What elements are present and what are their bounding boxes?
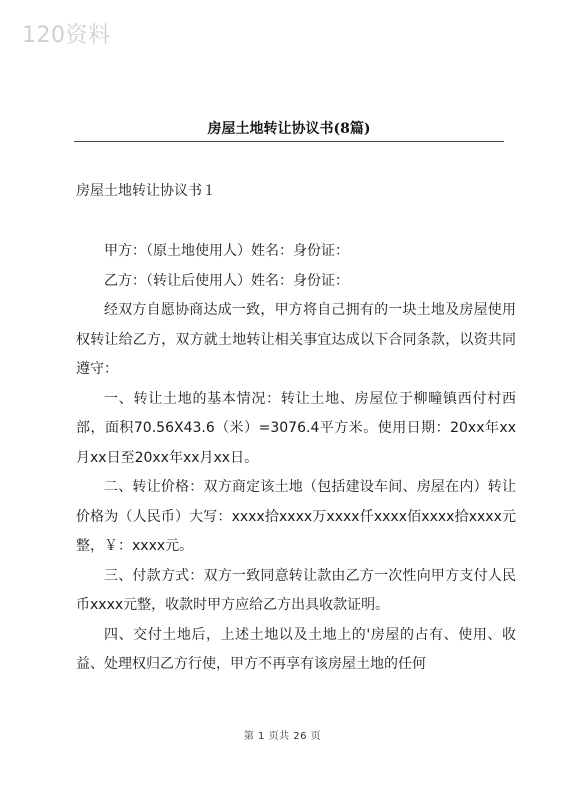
document-body: [76, 237, 516, 680]
paragraph-clause-3: 三、付款方式：双方一致同意转让款由乙方一次性向甲方支付人民币xxxx元整，收款时甲方应给乙方出具收款证明。: [76, 567, 516, 613]
section-title: 房屋土地转让协议书１: [76, 183, 216, 199]
paragraph-clause-4: 四、交付土地后，上述土地以及土地上的'房屋的占有、使用、收益、处理权归乙方行使，甲方不再享有该房屋土地的任何: [76, 626, 516, 672]
header-divider: [74, 141, 504, 142]
paragraph-party-a: 甲方：（原土地使用人）姓名：身份证：: [104, 243, 349, 259]
paragraph-clause-2: 二、转让价格：双方商定该土地（包括建设车间、房屋在内）转让价格为（人民币）大写：xxxx拾xxxx万xxxx仟xxxx佰xxxx拾xxxx元整，￥：xxxx元。: [76, 479, 516, 554]
page-footer: 第 1 页共 26 页: [243, 731, 322, 742]
watermark-logo: 120资料: [22, 23, 111, 48]
paragraph-clause-1: 一、转让土地的基本情况：转让土地、房屋位于柳疃镇西付村西部，面积70.56X43.6（米）=3076.4平方米。使用日期：20xx年xx月xx日至20xx年xx月xx日。: [76, 390, 516, 466]
paragraph-intro: 经双方自愿协商达成一致，甲方将自己拥有的一块土地及房屋使用权转让给乙方，双方就土地转让相关事宜达成以下合同条款，以资共同遵守：: [76, 302, 516, 377]
paragraph-party-b: 乙方：（转让后使用人）姓名：身份证：: [104, 272, 349, 289]
document-title: 房屋土地转让协议书(8篇): [207, 121, 371, 137]
